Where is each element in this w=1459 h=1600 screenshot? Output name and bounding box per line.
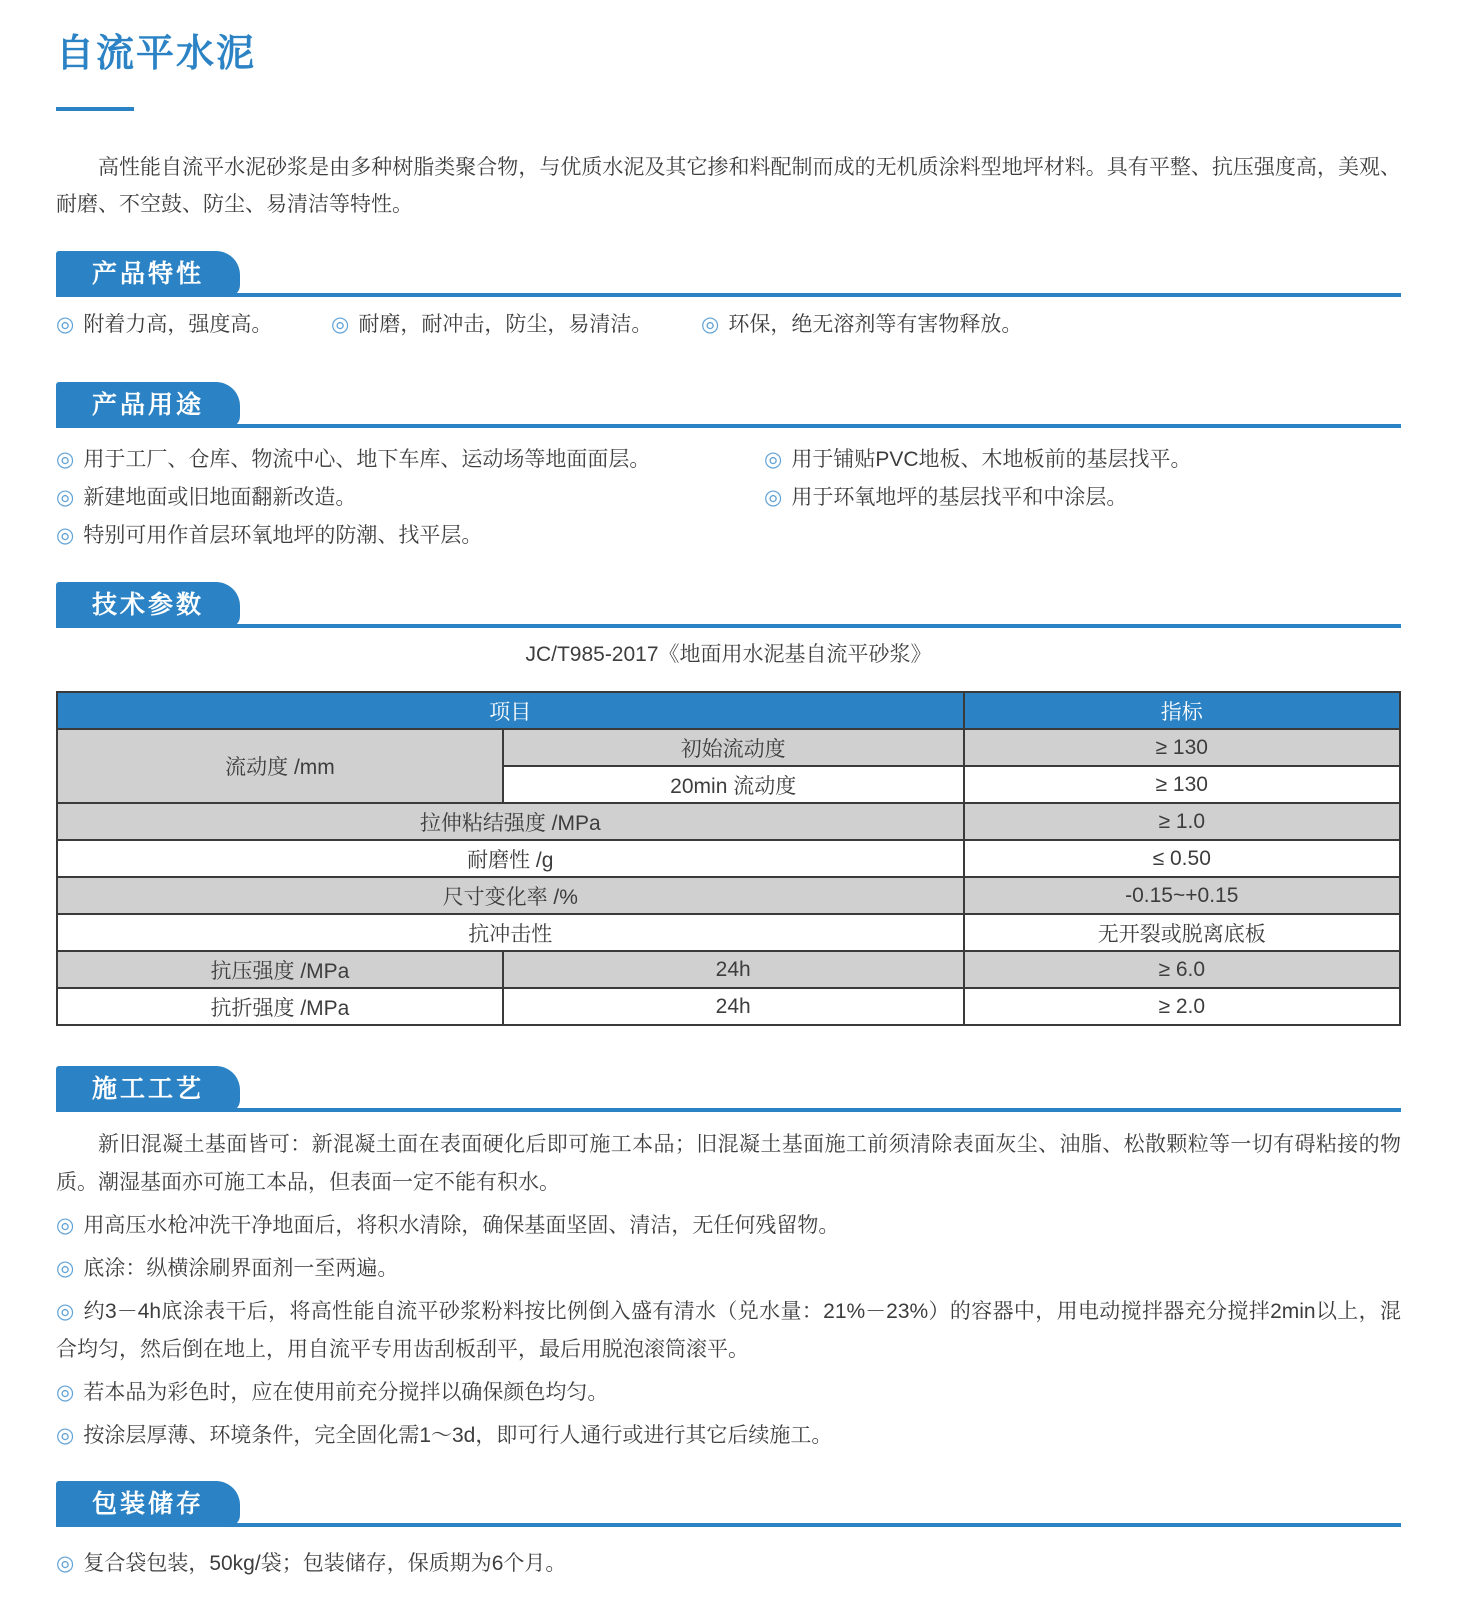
cell-compressive: 抗压强度 /MPa <box>57 951 503 988</box>
section-tab-uses: 产品用途 <box>56 382 240 428</box>
spec-table <box>56 691 1401 1026</box>
section-header-uses <box>56 382 1401 428</box>
table-header-row <box>57 692 1400 729</box>
uses-list <box>56 444 1401 558</box>
cell-dimension-value: -0.15~+0.15 <box>964 877 1400 914</box>
table-row <box>57 877 1400 914</box>
use-text: 用于环氧地坪的基层找平和中涂层。 <box>791 486 1128 509</box>
intro-paragraph: 高性能自流平水泥砂浆是由多种树脂类聚合物，与优质水泥及其它掺和料配制而成的无机质涂料型地坪材料。具有平整、抗压强度高，美观、耐磨、不空鼓、防尘、易清洁等特性。 <box>56 156 1401 216</box>
title-underline <box>56 107 134 111</box>
section-header-features <box>56 251 1401 297</box>
cell-tensile: 拉伸粘结强度 /MPa <box>57 803 964 840</box>
cell-tensile-value: ≥ 1.0 <box>964 803 1400 840</box>
ring-bullet-icon: ◎ <box>331 313 350 336</box>
process-step-text: 底涂：纵横涂刷界面剂一至两遍。 <box>83 1257 399 1280</box>
use-text: 用于工厂、仓库、物流中心、地下车库、运动场等地面面层。 <box>83 448 651 471</box>
list-item <box>56 1374 1401 1412</box>
cell-compressive-time: 24h <box>503 951 964 988</box>
process-paragraph: 新旧混凝土基面皆可：新混凝土面在表面硬化后即可施工本品；旧混凝土基面施工前须清除表面灰尘、油脂、松散颗粒等一切有碍粘接的物质。潮湿基面亦可施工本品，但表面一定不能有积水。 <box>56 1133 1401 1194</box>
uses-column-left <box>56 444 764 558</box>
table-row <box>57 951 1400 988</box>
list-item <box>56 520 764 551</box>
ring-bullet-icon: ◎ <box>764 448 783 471</box>
section-tab-process: 施工工艺 <box>56 1066 240 1112</box>
list-item <box>56 1293 1401 1369</box>
ring-bullet-icon: ◎ <box>56 486 75 509</box>
process-list <box>56 1207 1401 1455</box>
list-item <box>764 444 1401 475</box>
section-header-process <box>56 1066 1401 1112</box>
table-row <box>57 840 1400 877</box>
packaging-list <box>56 1545 1401 1582</box>
cell-flow-initial-value: ≥ 130 <box>964 729 1400 766</box>
cell-compressive-value: ≥ 6.0 <box>964 951 1400 988</box>
list-item <box>56 1417 1401 1455</box>
col-header-index: 指标 <box>964 692 1400 729</box>
features-list <box>56 310 1401 340</box>
process-step-text: 用高压水枪冲洗干净地面后，将积水清除，确保基面坚固、清洁，无任何残留物。 <box>83 1214 840 1237</box>
ring-bullet-icon: ◎ <box>56 1424 75 1447</box>
list-item <box>331 310 701 340</box>
ring-bullet-icon: ◎ <box>56 1300 75 1323</box>
cell-flow-initial: 初始流动度 <box>503 729 964 766</box>
ring-bullet-icon: ◎ <box>56 448 75 471</box>
section-tab-tech: 技术参数 <box>56 582 240 628</box>
cell-flexural-value: ≥ 2.0 <box>964 988 1400 1025</box>
cell-flow-20min: 20min 流动度 <box>503 766 964 803</box>
ring-bullet-icon: ◎ <box>56 1381 75 1404</box>
process-step-text: 约3－4h底涂表干后，将高性能自流平砂浆粉料按比例倒入盛有清水（兑水量：21%－23%）的容器中，用电动搅拌器充分搅拌2min以上，混合均匀，然后倒在地上，用自流平专用齿刮板刮平，最后用脱泡滚筒滚平。 <box>56 1300 1401 1361</box>
ring-bullet-icon: ◎ <box>56 313 75 336</box>
ring-bullet-icon: ◎ <box>56 1257 75 1280</box>
cell-dimension: 尺寸变化率 /% <box>57 877 964 914</box>
table-row <box>57 729 1400 766</box>
ring-bullet-icon: ◎ <box>764 486 783 509</box>
use-text: 特别可用作首层环氧地坪的防潮、找平层。 <box>83 524 483 547</box>
section-header-tech <box>56 582 1401 628</box>
packaging-text: 复合袋包装，50kg/袋；包装储存，保质期为6个月。 <box>83 1552 567 1575</box>
process-step-text: 若本品为彩色时，应在使用前充分搅拌以确保颜色均匀。 <box>83 1381 609 1404</box>
uses-column-right <box>764 444 1401 558</box>
process-step-text: 按涂层厚薄、环境条件，完全固化需1～3d，即可行人通行或进行其它后续施工。 <box>83 1424 833 1447</box>
cell-flow-20min-value: ≥ 130 <box>964 766 1400 803</box>
ring-bullet-icon: ◎ <box>701 313 720 336</box>
cell-impact-value: 无开裂或脱离底板 <box>964 914 1400 951</box>
ring-bullet-icon: ◎ <box>56 1552 75 1575</box>
cell-abrasion: 耐磨性 /g <box>57 840 964 877</box>
table-row <box>57 914 1400 951</box>
section-tab-features: 产品特性 <box>56 251 240 297</box>
list-item <box>56 1207 1401 1245</box>
feature-text: 耐磨，耐冲击，防尘，易清洁。 <box>358 313 653 336</box>
list-item <box>56 444 764 475</box>
list-item <box>701 310 1022 340</box>
cell-impact: 抗冲击性 <box>57 914 964 951</box>
section-tab-packaging: 包装储存 <box>56 1481 240 1527</box>
ring-bullet-icon: ◎ <box>56 524 75 547</box>
list-item <box>56 482 764 513</box>
feature-text: 环保，绝无溶剂等有害物释放。 <box>728 313 1023 336</box>
spec-table-caption: JC/T985-2017《地面用水泥基自流平砂浆》 <box>525 643 932 666</box>
page-title: 自流平水泥 <box>56 33 257 75</box>
section-header-packaging <box>56 1481 1401 1527</box>
use-text: 新建地面或旧地面翻新改造。 <box>83 486 357 509</box>
cell-abrasion-value: ≤ 0.50 <box>964 840 1400 877</box>
cell-flexural: 抗折强度 /MPa <box>57 988 503 1025</box>
use-text: 用于铺贴PVC地板、木地板前的基层找平。 <box>791 448 1192 471</box>
table-row <box>57 988 1400 1025</box>
list-item <box>764 482 1401 513</box>
list-item <box>56 310 331 340</box>
cell-flexural-time: 24h <box>503 988 964 1025</box>
cell-flow-group: 流动度 /mm <box>57 729 503 803</box>
col-header-item: 项目 <box>57 692 964 729</box>
list-item <box>56 1545 1401 1582</box>
feature-text: 附着力高，强度高。 <box>83 313 273 336</box>
table-row <box>57 803 1400 840</box>
list-item <box>56 1250 1401 1288</box>
ring-bullet-icon: ◎ <box>56 1214 75 1237</box>
